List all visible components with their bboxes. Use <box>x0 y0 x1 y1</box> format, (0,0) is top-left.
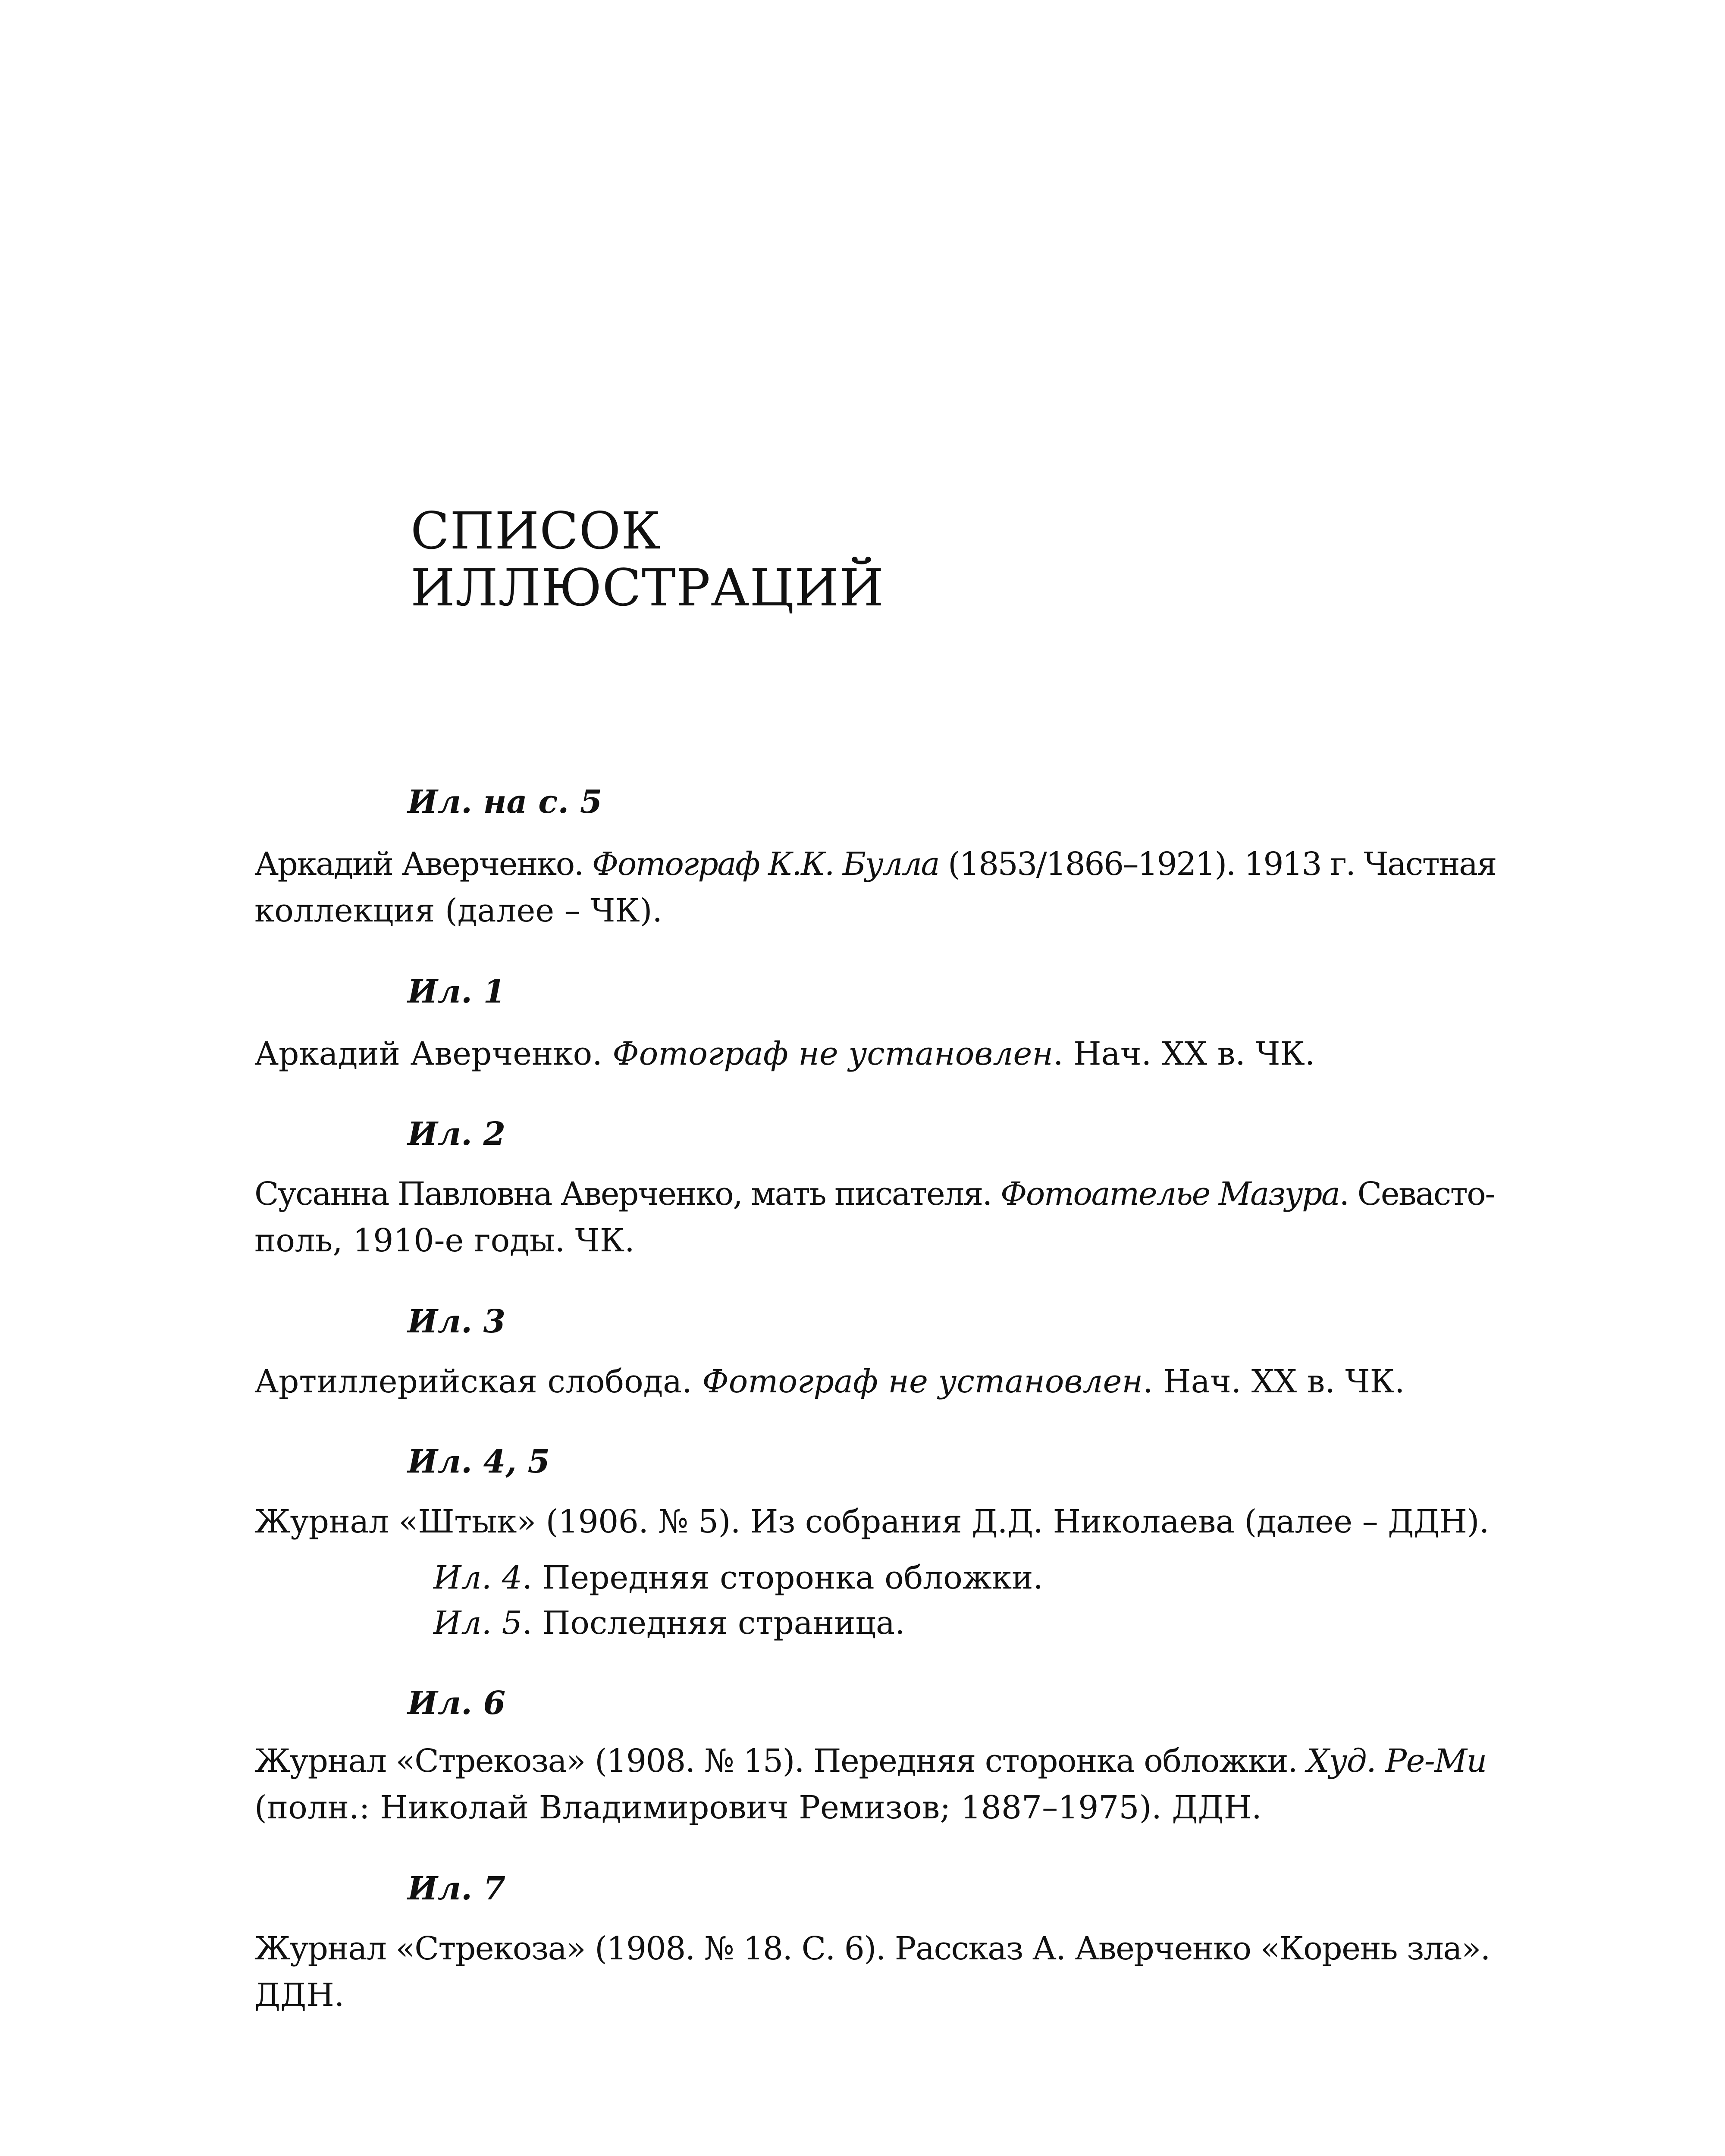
sub-entry <box>433 1554 1043 1601</box>
entry-description <box>254 1171 1496 1264</box>
entry-heading: Ил. 3 <box>408 1303 506 1340</box>
entry-italic-text: Фотограф не установлен <box>702 1363 1143 1400</box>
entry-description <box>254 1925 1496 2018</box>
entry-description-line: Журнал «Штык» (1906. № 5). Из собрания Д.Д. Николаева (далее – ДДН). <box>254 1503 1489 1540</box>
entry-text: Аркадий Аверченко. <box>254 846 592 883</box>
entry-text: Сусанна Павловна Аверченко, мать писателя. <box>254 1175 1000 1213</box>
entry-heading: Ил. на с. 5 <box>408 783 602 821</box>
entry-description-line <box>254 1738 1496 1784</box>
entry-description <box>254 1498 1496 1545</box>
entry-text: . Нач. XX в. ЧК. <box>1143 1363 1405 1400</box>
entry-description-line <box>254 841 1496 887</box>
entry-italic-text: Фотограф К.К. Булла <box>592 846 939 883</box>
sub-entry <box>433 1600 905 1646</box>
entry-description-line <box>254 1358 1496 1405</box>
entry-description <box>254 1031 1496 1077</box>
entry-heading: Ил. 7 <box>408 1870 506 1907</box>
entry-description <box>254 1738 1496 1831</box>
entry-text: . Нач. XX в. ЧК. <box>1053 1035 1315 1072</box>
entry-description <box>254 1358 1496 1405</box>
entry-text: (1853/1866–1921). 1913 г. Частная <box>939 846 1496 883</box>
page-title <box>411 502 884 616</box>
sub-entry-label: Ил. 4 <box>433 1559 522 1596</box>
entry-description-line <box>254 1171 1496 1217</box>
entry-description-line: ДДН. <box>254 1977 345 2014</box>
sub-entry-label: Ил. 5 <box>433 1604 522 1642</box>
sub-entry-text: . Последняя страница. <box>522 1604 905 1642</box>
entry-heading: Ил. 1 <box>408 973 506 1010</box>
entry-description-line <box>254 1031 1496 1077</box>
entry-heading: Ил. 6 <box>408 1685 506 1722</box>
sub-entry-text: . Передняя сторонка обложки. <box>522 1559 1043 1596</box>
entry-description-line: поль, 1910-е годы. ЧК. <box>254 1222 635 1259</box>
entry-text: . Севасто- <box>1339 1175 1495 1213</box>
entry-text: Аркадий Аверченко. <box>254 1035 613 1072</box>
entry-text: Артиллерийская слобода. <box>254 1363 703 1400</box>
entry-description <box>254 841 1496 934</box>
entry-text: Журнал «Стрекоза» (1908. № 15). Передняя сторонка обложки. <box>254 1742 1307 1780</box>
entry-heading: Ил. 4, 5 <box>408 1443 550 1480</box>
entry-italic-text: Фотограф не установлен <box>612 1035 1054 1072</box>
page-title-line-2: ИЛЛЮСТРАЦИЙ <box>411 558 884 617</box>
entry-description-line: Журнал «Стрекоза» (1908. № 18. С. 6). Рассказ А. Аверченко «Корень зла». <box>254 1930 1490 1967</box>
entry-italic-text: Худ. Ре-Ми <box>1307 1742 1487 1780</box>
entry-description-line: (полн.: Николай Владимирович Ремизов; 1887–1975). ДДН. <box>254 1789 1262 1826</box>
page-title-line-1: СПИСОК <box>411 501 661 561</box>
entry-heading: Ил. 2 <box>408 1116 506 1153</box>
entry-italic-text: Фотоателье Мазура <box>1000 1175 1339 1213</box>
entry-description-line: коллекция (далее – ЧК). <box>254 892 663 929</box>
